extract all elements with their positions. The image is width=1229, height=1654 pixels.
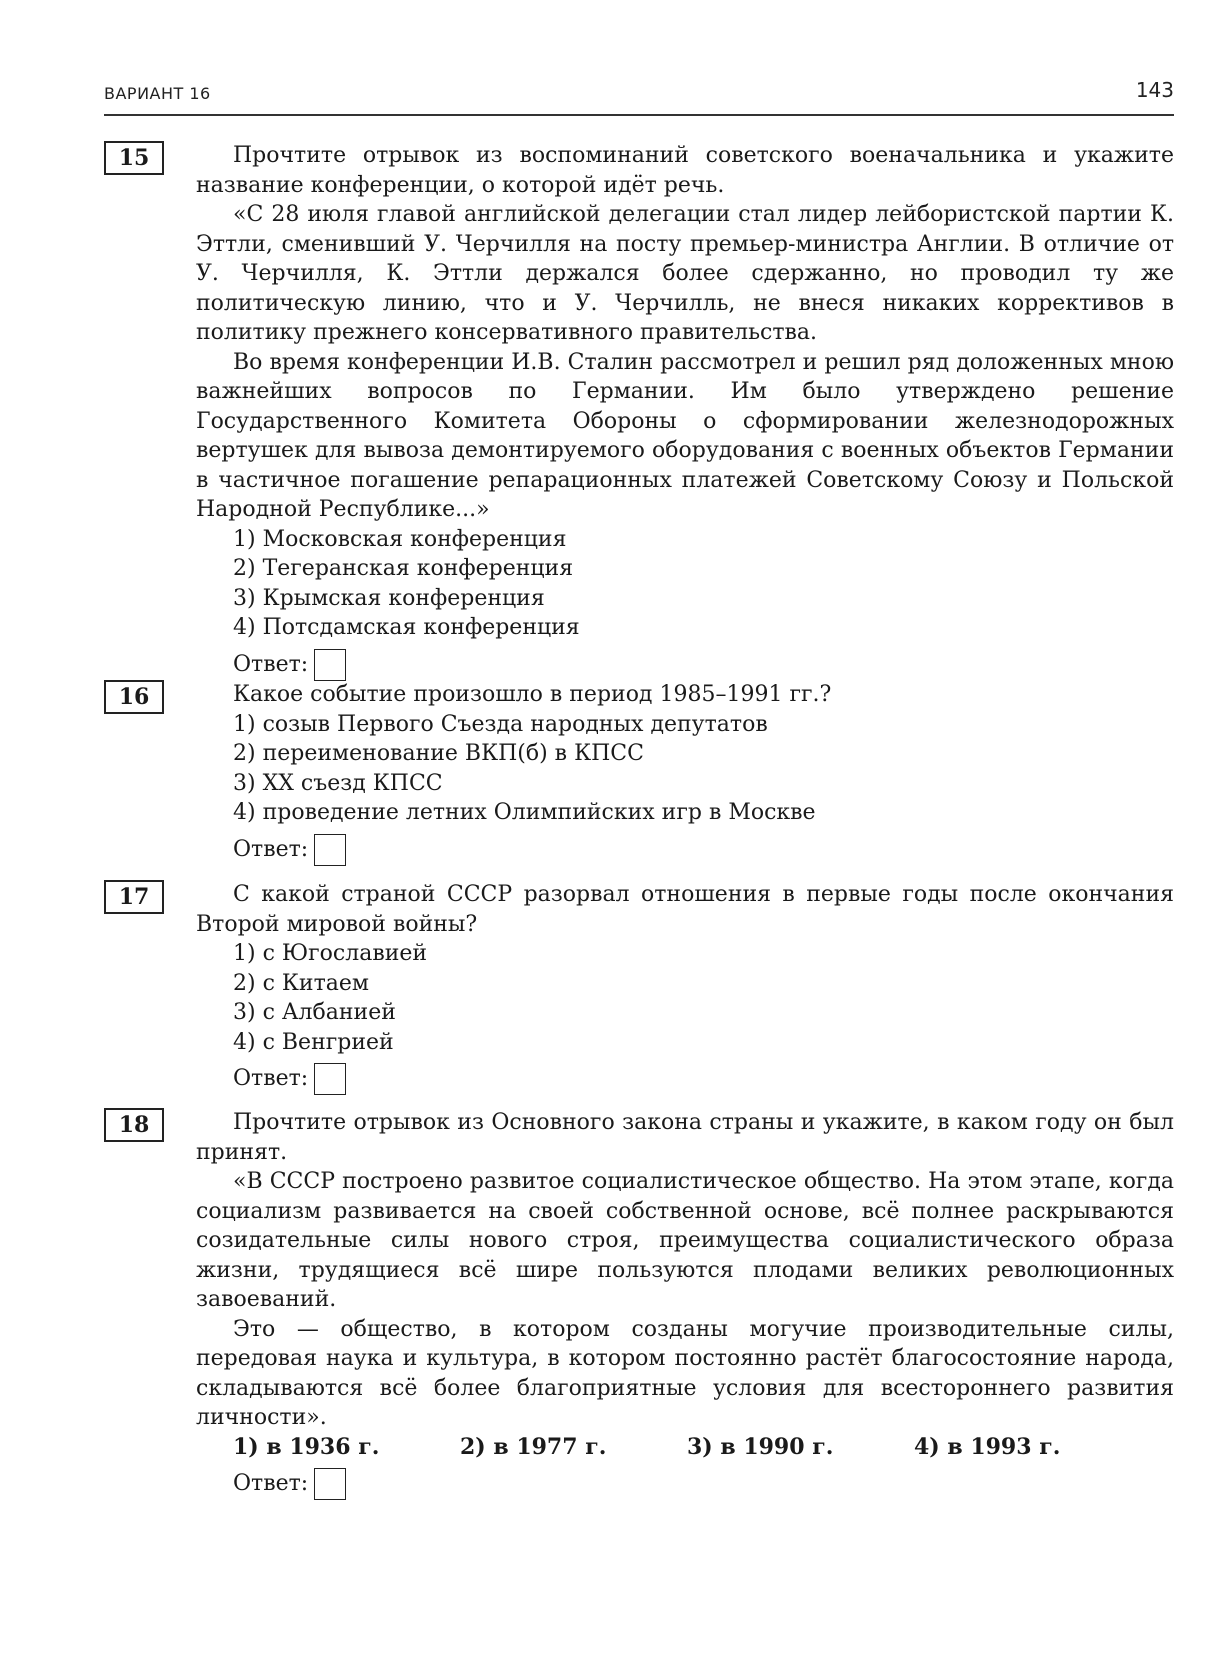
option-4[interactable]: 4) Потсдамская конференция [233, 615, 580, 640]
option-1[interactable]: 1) созыв Первого Съезда народных депутатов [233, 711, 768, 737]
option-3[interactable]: 3) Крымская конференция [233, 585, 545, 611]
answer-box[interactable] [314, 649, 346, 681]
quote-paragraph: Во время конференции И.В. Сталин рассмотрел и решил ряд доложенных мною важнейших вопросов по Германии. Им было утверждено решение Государственного Комитета Обороны о сформировании железнодорожных вертушек для вывоза демонтируемого оборудования с военных объектов Германии в частичное погашение репарационных платежей Советскому Союзу и Польской Народной Республике...» [196, 349, 1174, 522]
task-number: 15 [104, 141, 164, 175]
answer-row [233, 1468, 1174, 1500]
quote-paragraph: «В СССР построено развитое социалистическое общество. На этом этапе, когда социализм развивается на своей собственной основе, всё полнее раскрываются созидательные силы нового строя, преимущества социалистического образа жизни, трудящиеся всё шире пользуются плодами великих революционных завоеваний. [196, 1169, 1174, 1312]
options-list [233, 939, 1174, 1057]
question-text: Прочтите отрывок из воспоминаний советского военачальника и укажите название конференции, о которой идёт речь. [196, 143, 1174, 198]
task-number: 17 [104, 880, 164, 914]
answer-row [233, 1063, 1174, 1095]
options-row [233, 1433, 1174, 1463]
task-number: 18 [104, 1108, 164, 1142]
question-text: Какое событие произошло в период 1985–1991 гг.? [233, 682, 832, 707]
answer-row [233, 834, 1174, 866]
variant-label: ВАРИАНТ 16 [104, 84, 211, 103]
option-3[interactable]: 3) с Албанией [233, 1000, 396, 1025]
task-16 [104, 680, 1174, 866]
answer-label: Ответ: [233, 1066, 309, 1092]
task-17 [104, 880, 1174, 1095]
question-text: Прочтите отрывок из Основного закона страны и укажите, в каком году он был принят. [196, 1110, 1174, 1165]
option-2[interactable]: 2) Тегеранская конференция [233, 556, 574, 581]
task-number: 16 [104, 680, 164, 714]
option-2[interactable]: 2) с Китаем [233, 970, 369, 996]
task-15 [104, 141, 1174, 681]
answer-label: Ответ: [233, 836, 309, 862]
option-2[interactable]: 2) переименование ВКП(б) в КПСС [233, 741, 644, 766]
quote-paragraph: Это — общество, в котором созданы могучие производительные силы, передовая наука и культура, в котором постоянно растёт благосостояние народа, складываются всё более благоприятные условия для всестороннего развития личности». [196, 1316, 1174, 1430]
option-1[interactable]: 1) Московская конференция [233, 526, 567, 552]
page-header [104, 78, 1174, 116]
question-text: С какой страной СССР разорвал отношения в первые годы после окончания Второй мировой войны? [196, 882, 1174, 937]
option-4[interactable]: 4) с Венгрией [233, 1029, 394, 1055]
option-1[interactable]: 1) с Югославией [233, 941, 428, 966]
task-18 [104, 1108, 1174, 1500]
options-list [233, 710, 1174, 828]
option-2[interactable]: 2) в 1977 г. [460, 1433, 607, 1460]
answer-box[interactable] [314, 1063, 346, 1095]
quote-paragraph: «С 28 июля главой английской делегации стал лидер лейбористской партии К. Эттли, сменивший У. Черчилля на посту премьер-министра Англии. В отличие от У. Черчилля, К. Эттли держался более сдержанно, но проводил ту же политическую линию, что и У. Черчилль, не внеся никаких коррективов в политику прежнего консервативного правительства. [196, 202, 1174, 345]
option-4[interactable]: 4) в 1993 г. [914, 1433, 1061, 1460]
option-4[interactable]: 4) проведение летних Олимпийских игр в Москве [233, 800, 816, 825]
option-1[interactable]: 1) в 1936 г. [233, 1433, 380, 1460]
options-list [233, 525, 1174, 643]
page-number: 143 [1135, 78, 1174, 102]
answer-label: Ответ: [233, 651, 309, 677]
answer-row [233, 649, 1174, 681]
answer-label: Ответ: [233, 1471, 309, 1497]
answer-box[interactable] [314, 1468, 346, 1500]
answer-box[interactable] [314, 834, 346, 866]
option-3[interactable]: 3) в 1990 г. [687, 1433, 834, 1460]
option-3[interactable]: 3) XX съезд КПСС [233, 770, 443, 796]
